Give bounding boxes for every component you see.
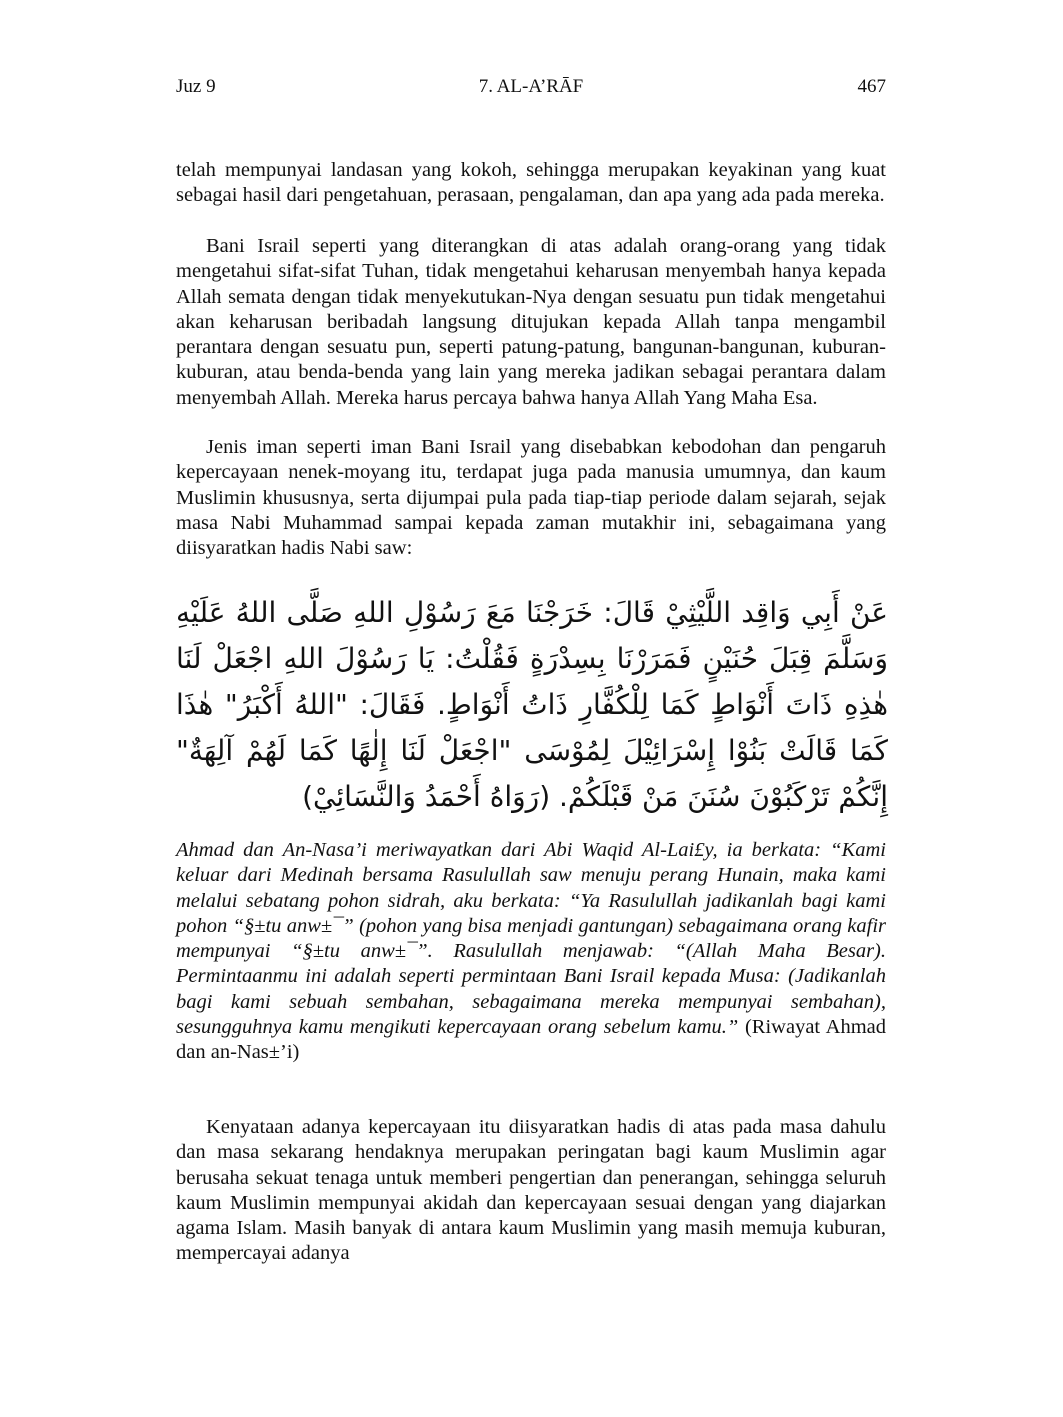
surah-title: 7. AL-A’RĀF: [478, 76, 584, 97]
hadith-translation: [176, 838, 886, 1066]
paragraph-jenis-iman: Jenis iman seperti iman Bani Israil yang disebabkan kebodohan dan pengaruh kepercayaan nenek-moyang itu, terdapat juga pada manusia umumnya, dan kaum Muslimin khususnya, serta dijumpai pula pada tiap-tiap periode dalam sejarah, sejak masa Nabi Muhammad sampai kepada zaman mutakhir ini, sebagaimana yang diisyaratkan hadis Nabi saw:: [176, 436, 886, 560]
translation-text: Ahmad dan An-Nasa’i meriwayatkan dari Abi Waqid Al-Lai£y, ia berkata: “Kami keluar dari Medinah bersama Rasulullah saw menuju perang Hunain, maka kami melalui sebatang pohon sidrah, aku berkata: “Ya Rasulullah jadikanlah bagi kami pohon “§±tu anw±¯” (pohon yang bisa menjadi gantungan) sebagaimana orang kafir mempunyai “§±tu anw±¯”. Rasulullah menjawab: “(Allah Maha Besar). Permintaanmu ini adalah seperti permintaan Bani Israil kepada Musa: (Jadikanlah bagi kami sebuah sembahan, sebagaimana mereka mempunyai sembahan), sesungguhnya kamu mengikuti kepercayaan orang sebelum kamu.”: [176, 839, 886, 1039]
juz-label: Juz 9: [176, 76, 216, 97]
page-number: 467: [857, 76, 886, 97]
hadith-arabic-text: عَنْ أَبِي وَاقِد اللَّيْثِيْ قَالَ: خَرَجْنَا مَعَ رَسُوْلِ اللهِ صَلَّى اللهُ عَلَيْهِ وَسَلَّمَ قِبَلَ حُنَيْنٍ فَمَرَرْنَا بِسِدْرَةٍ فَقُلْتُ: يَا رَسُوْلَ اللهِ اجْعَلْ لَنَا هٰذِهِ ذَاتَ أَنْوَاطٍ كَمَا لِلْكُفَّارِ ذَاتُ أَنْوَاطٍ. فَقَالَ: "اللهُ أَكْبَرُ" هٰذَا كَمَا قَالَتْ بَنُوْا إِسْرَائِيْلَ لِمُوْسَى "اجْعَلْ لَنَا إِلٰهًا كَمَا لَهُمْ آلِهَةٌ" إِنَّكُمْ تَرْكَبُوْنَ سُنَنَ مَنْ قَبْلَكُمْ. (رَوَاهُ أَحْمَدُ وَالنَّسَائِيْ): [176, 596, 888, 813]
translation-source: (Riwayat Ahmad dan an-Nas±’i): [176, 1016, 886, 1064]
paragraph-continuation: telah mempunyai landasan yang kokoh, sehingga merupakan keyakinan yang kuat sebagai hasil dari pengetahuan, perasaan, pengalaman, dan apa yang ada pada mereka.: [176, 159, 886, 207]
paragraph-bani-israil: Bani Israil seperti yang diterangkan di atas adalah orang-orang yang tidak mengetahui sifat-sifat Tuhan, tidak mengetahui keharusan menyembah hanya kepada Allah semata dengan tidak menyekutukan-Nya dengan sesuatu pun tidak mengetahui akan keharusan beribadah langsung ditujukan kepada Allah tanpa mengambil perantara dengan sesuatu pun, seperti patung-patung, bangunan-bangunan, kuburan-kuburan, atau benda-benda yang lain yang mereka jadikan sebagai perantara dalam menyembah Allah. Mereka harus percaya bahwa hanya Allah Yang Maha Esa.: [176, 235, 886, 409]
page-header: [176, 76, 886, 102]
paragraph-kenyataan: Kenyataan adanya kepercayaan itu diisyaratkan hadis di atas pada masa dahulu dan masa sekarang hendaknya merupakan peringatan bagi kaum Muslimin agar berusaha sekuat tenaga untuk memberi pengertian dan penerangan, sehingga seluruh kaum Muslimin mempunyai akidah dan kepercayaan sesuai dengan yang diajarkan agama Islam. Masih banyak di antara kaum Muslimin yang masih memuja kuburan, mempercayai adanya: [176, 1116, 886, 1265]
